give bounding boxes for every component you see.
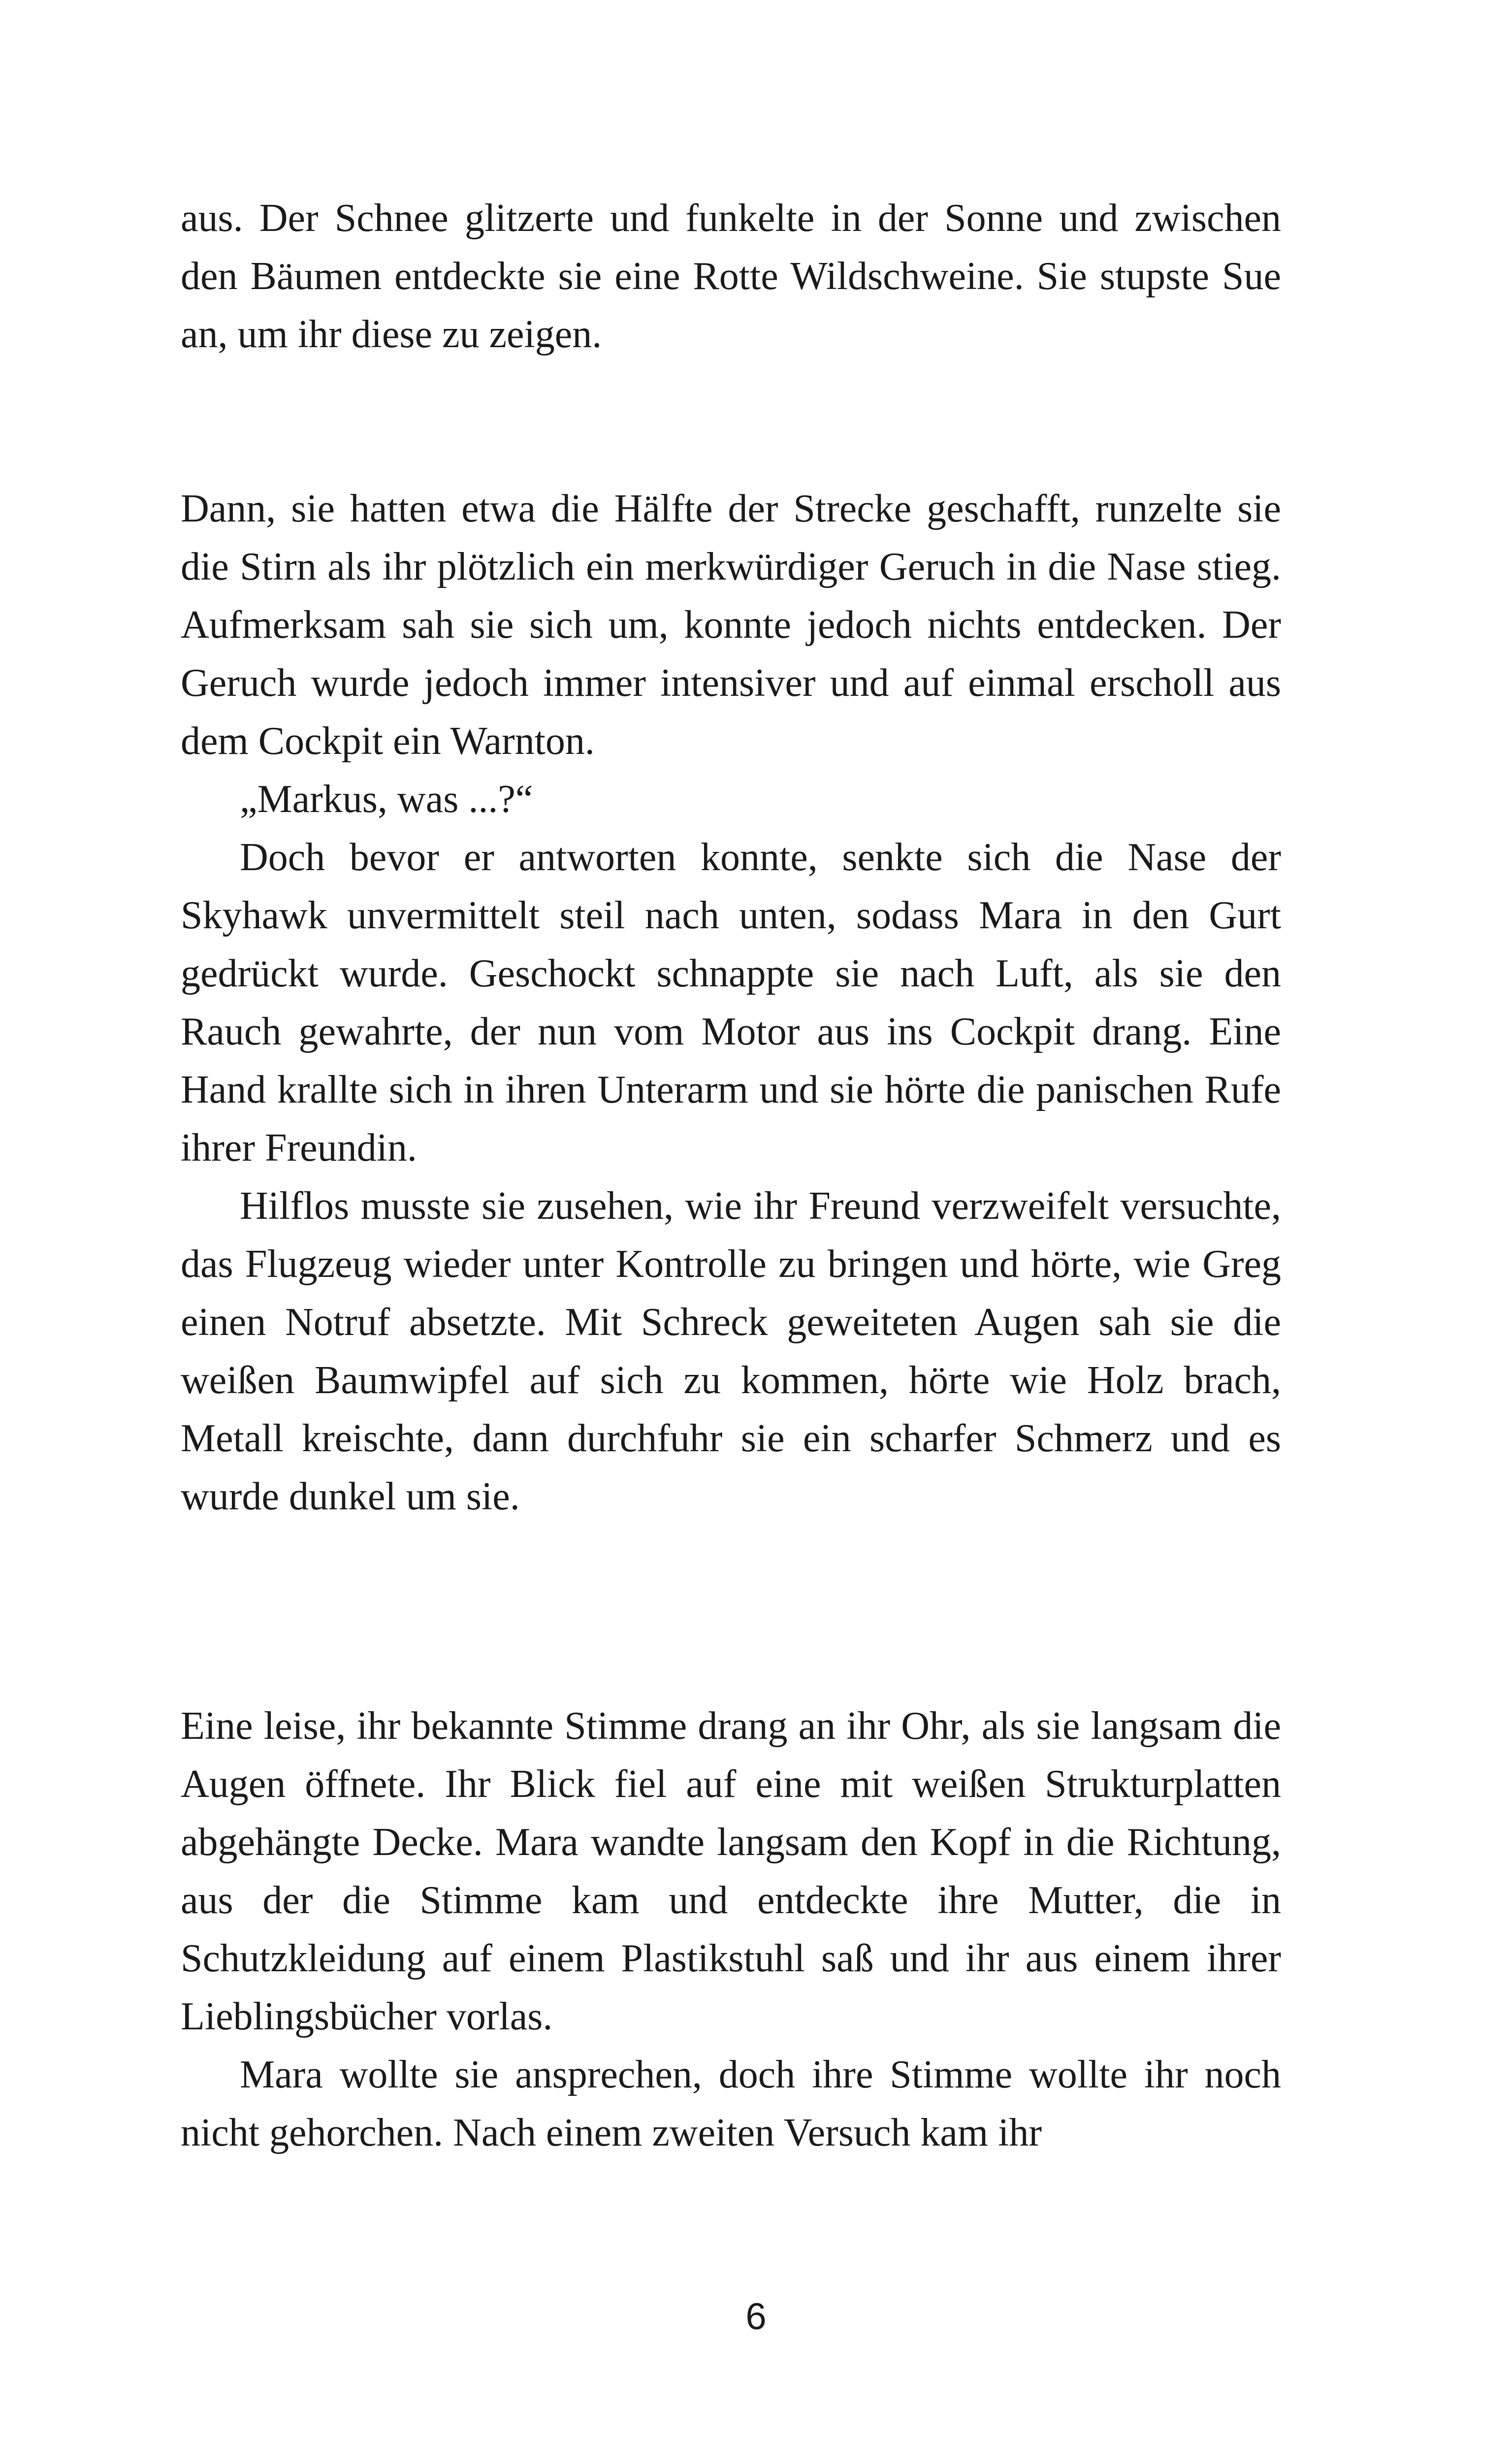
paragraph: Mara wollte sie ansprechen, doch ihre Stimme wollte ihr noch nicht gehorchen. Nach einem zweiten Versuch kam ihr (181, 2053, 1281, 2154)
text-section-2 (181, 480, 1281, 1526)
paragraph: Hilflos musste sie zusehen, wie ihr Freund verzweifelt versuchte, das Flugzeug wieder unter Kontrolle zu bringen und hörte, wie Greg einen Notruf absetzte. Mit Schreck geweiteten Augen sah sie die weißen Baumwipfel auf sich zu kommen, hörte wie Holz brach, Metall kreischte, dann durchfuhr sie ein scharfer Schmerz und es wurde dunkel um sie. (181, 1184, 1281, 1518)
dialogue-paragraph: „Markus, was ...?“ (240, 778, 533, 821)
text-section-3 (181, 1697, 1281, 2162)
text-section-1 (181, 189, 1281, 363)
page-number: 6 (745, 2296, 767, 2338)
paragraph: Doch bevor er antworten konnte, senkte sich die Nase der Skyhawk unvermittelt steil nach unten, sodass Mara in den Gurt gedrückt wurde. Geschockt schnappte sie nach Luft, als sie den Rauch gewahrte, der nun vom Motor aus ins Cockpit drang. Eine Hand krallte sich in ihren Unterarm und sie hörte die panischen Rufe ihrer Freundin. (181, 836, 1281, 1170)
paragraph: Eine leise, ihr bekannte Stimme drang an ihr Ohr, als sie langsam die Augen öffnete. Ihr Blick fiel auf eine mit weißen Strukturplatten abgehängte Decke. Mara wandte langsam den Kopf in die Richtung, aus der die Stimme kam und entdeckte ihre Mutter, die in Schutzkleidung auf einem Plastikstuhl saß und ihr aus einem ihrer Lieblingsbücher vorlas. (181, 1704, 1281, 2038)
paragraph: aus. Der Schnee glitzerte und funkelte in der Sonne und zwischen den Bäumen entdeckte sie eine Rotte Wildschweine. Sie stupste Sue an, um ihr diese zu zeigen. (181, 196, 1281, 356)
paragraph: Dann, sie hatten etwa die Hälfte der Strecke geschafft, runzelte sie die Stirn als ihr plötzlich ein merkwürdiger Geruch in die Nase stieg. Aufmerksam sah sie sich um, konnte jedoch nichts entdecken. Der Geruch wurde jedoch immer intensiver und auf einmal erscholl aus dem Cockpit ein Warnton. (181, 487, 1281, 763)
